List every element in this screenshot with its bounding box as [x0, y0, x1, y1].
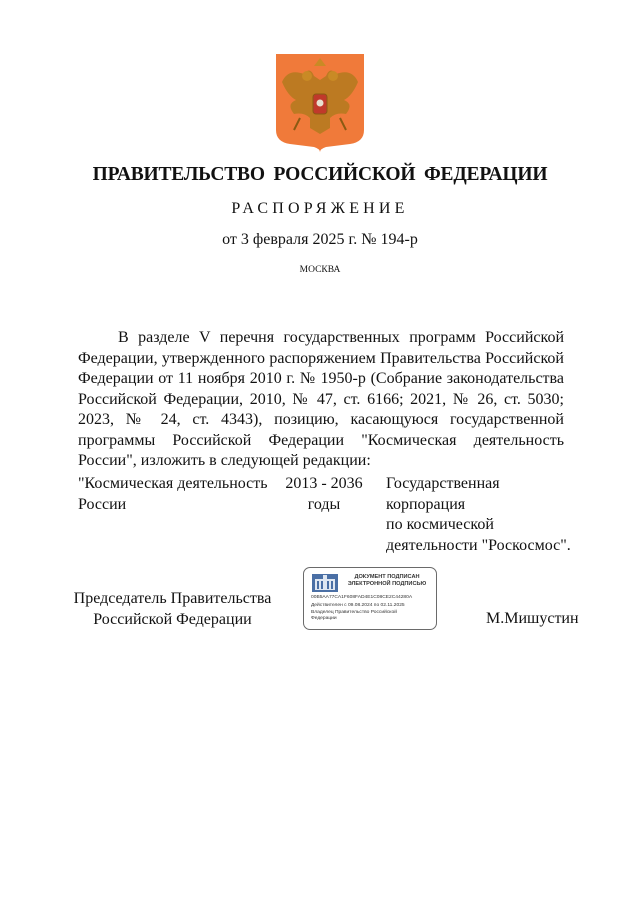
executor-line-3: по космической [386, 516, 494, 533]
government-title: ПРАВИТЕЛЬСТВО РОССИЙСКОЙ ФЕДЕРАЦИИ [92, 164, 548, 185]
signatory-name: М.Мишустин [486, 610, 579, 627]
signatory-position [70, 589, 275, 630]
document-date-number: от 3 февраля 2025 г. № 194-р [222, 231, 418, 248]
signatory-position-line-1: Председатель Правительства [73, 590, 272, 607]
executor-line-2: корпорация [386, 495, 466, 513]
document-city: МОСКВА [299, 265, 341, 275]
program-name-cell [78, 474, 288, 515]
stamp-title-line-2: ЭЛЕКТРОННОЙ ПОДПИСЬЮ [347, 581, 427, 587]
stamp-validity: Действителен с 09.08.2024 по 02.11.2025 [311, 603, 405, 608]
executor-line-4: деятельности "Роскосмос". [386, 536, 571, 554]
program-years-cell [284, 474, 364, 515]
coat-of-arms-emblem [274, 52, 366, 152]
government-building-icon [312, 574, 338, 592]
executor-line-1: Государственная [386, 475, 500, 492]
russian-coat-of-arms-icon [274, 52, 366, 152]
stamp-owner: Владелец Правительство Российской Федерации [311, 610, 397, 621]
stamp-title [340, 574, 434, 588]
document-type: РАСПОРЯЖЕНИЕ [231, 200, 409, 217]
program-years-unit: годы [307, 495, 341, 513]
stamp-title-line-1: ДОКУМЕНТ ПОДПИСАН [354, 574, 420, 580]
program-name: "Космическая деятельность России [78, 475, 268, 513]
electronic-signature-stamp [303, 567, 437, 630]
signatory-position-line-2: Российской Федерации [93, 610, 252, 628]
order-paragraph: В разделе V перечня государственных программ Российской Федерации, утвержденного распоряжением Правительства Российской Федерации от 11 ноября 2010 г. № 1950-р (Собрание законодательства Российской Федерации, 2010, № 47, ст. 6166; 2021, № 26, ст. 5030; 2023, № 24, ст. 4343), позицию, касающуюся государственной программы Российской Федерации "Космическая деятельность России", изложить в следующей редакции: [78, 329, 564, 469]
stamp-certificate-number: 00B5AA77CA1F608FAD4E1C08CE2C44280A [311, 595, 413, 600]
program-executor-cell [386, 474, 576, 556]
program-years-range: 2013 - 2036 [285, 475, 363, 492]
